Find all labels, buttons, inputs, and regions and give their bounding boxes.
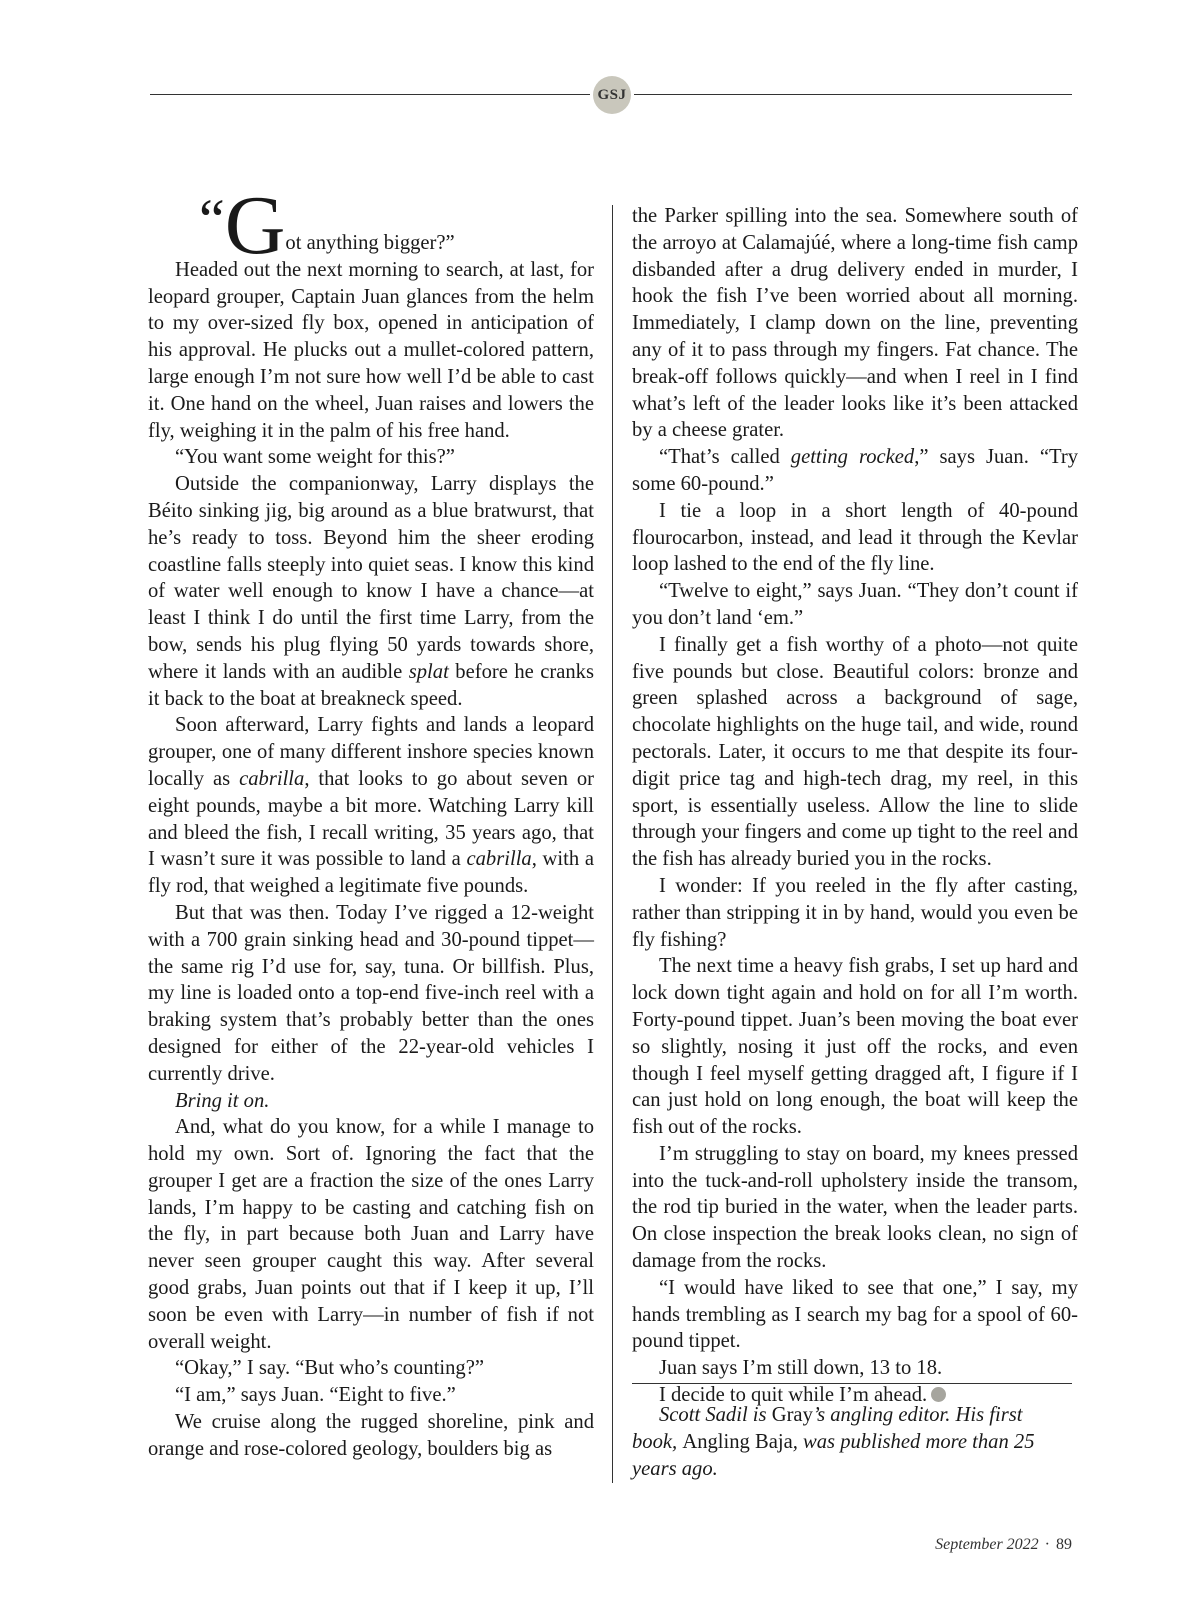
italic-word: splat [408,660,449,683]
paragraph: Headed out the next morning to search, at last, for leopard grouper, Captain Juan glances from the helm to my over-sized fly box, opened in anticipation of his approval. He plucks out a mullet-colored pattern, large enough I’m not sure how well I’d be able to cast it. One hand on the wheel, Juan raises and lowers the fly, weighing it in the palm of his free hand. [148,258,594,442]
header-rule-left [150,94,590,95]
bio-rule [632,1383,1072,1384]
paragraph: “Okay,” I say. “But who’s counting?” [175,1357,485,1380]
italic-phrase: getting rocked [790,446,915,469]
paragraph: “I would have liked to see that one,” I say, my hands trembling as I search my bag for a spool of 60-pound tippet. [632,1276,1078,1353]
header-badge [593,76,631,114]
paragraph: And, what do you know, for a while I manage to hold my own. Sort of. Ignoring the fact that the grouper I get are a fraction the size of the ones Larry lands, I’m happy to be casting and catching fish on the fly, in part because both Juan and Larry have never seen grouper caught this way. After several good grabs, Juan points out that if I keep it up, I’ll soon be even with Larry—in number of fish if not overall weight. [148,1116,594,1353]
paragraph: I’m struggling to stay on board, my knees pressed into the tuck-and-roll upholstery inside the transom, the rod tip buried in the water, when the leader parts. On close inspection the break looks clean, no sign of damage from the rocks. [632,1142,1078,1273]
page-number: 89 [1056,1536,1072,1553]
magazine-name: Gray [771,1404,813,1426]
opening-paragraph [148,179,594,272]
book-title: Angling Baja [682,1430,793,1453]
dropcap-letter: G [224,179,286,272]
header-rule-right [634,94,1072,95]
issue-date: September 2022 [935,1536,1039,1553]
paragraph: “You want some weight for this?” [175,446,455,469]
paragraph: “I am,” says Juan. “Eight to five.” [175,1384,456,1407]
article-column-left [148,179,594,1463]
bio-text: Scott Sadil is Gray’s angling editor. His first book, Angling Baja, was published more than 25 years ago. [632,1404,1035,1480]
header-badge-text: GSJ [597,86,627,103]
paragraph: I tie a loop in a short length of 40-pound flourocarbon, instead, and lead it through the Kevlar loop lashed to the end of the fly line. [632,499,1078,576]
opening-quote-mark: “ [199,187,225,252]
paragraph: Outside the companionway, Larry displays the Béito sinking jig, big around as a blue bratwurst, that he’s ready to toss. Beyond him the sheer eroding coastline falls steeply into quiet seas. I know this kind of water well enough to know I have a chance—at least I think I do until the first time Larry, from the bow, sends his plug flying 50 yards towards shore, where it lands with an audible splat before he cranks it back to the boat at breakneck speed. [148,473,594,710]
paragraph: The next time a heavy fish grabs, I set up hard and lock down tight again and hold on for all I’m worth. Forty-pound tippet. Juan’s been moving the boat ever so slightly, nosing it just off the rocks, and even though I feel myself getting dragged aft, I figure if I can just hold on long enough, the boat will keep the fish out of the rocks. [632,955,1078,1139]
paragraph: Soon afterward, Larry fights and lands a leopard grouper, one of many different inshore species known locally as cabrilla, that looks to go about seven or eight pounds, maybe a bit more. Watching Larry kill and bleed the fish, I recall writing, 35 years ago, that I wasn’t sure it was possible to land a cabrilla, with a fly rod, that weighed a legitimate five pounds. [148,714,594,898]
italic-word: cabrilla [466,848,532,871]
author-bio [632,1402,1072,1482]
footer-separator: · [1044,1536,1050,1553]
paragraph: Bring it on. [175,1089,270,1112]
column-divider [612,205,613,1483]
paragraph: We cruise along the rugged shoreline, pink and orange and rose-colored geology, boulders big as [148,1411,594,1460]
paragraph: I decide to quit while I’m ahead. [632,1382,1078,1409]
italic-word: cabrilla [239,767,305,790]
paragraph: Juan says I’m still down, 13 to 18. [659,1357,943,1380]
page-footer [935,1536,1072,1554]
opening-text: ot anything bigger?” [285,232,455,254]
paragraph: But that was then. Today I’ve rigged a 12-weight with a 700 grain sinking head and 30-pound tippet—the same rig I’d use for, say, tuna. Or billfish. Plus, my line is loaded onto a top-end five-inch reel with a braking system that’s probably better than the ones designed for either of the 22-year-old vehicles I currently drive. [148,901,594,1085]
article-column-right [632,203,1078,1409]
paragraph: I finally get a fish worthy of a photo—not quite five pounds but close. Beautiful colors: bronze and green splashed across a background of sage, chocolate highlights on the huge tail, and wide, round pectorals. Later, it occurs to me that despite its four-digit price tag and high-tech drag, my reel, in this sport, is essentially useless. Allow the line to slide through your fingers and come up tight to the reel and the fish has already buried you in the rocks. [632,633,1078,871]
paragraph: “Twelve to eight,” says Juan. “They don’t count if you don’t land ‘em.” [632,580,1078,629]
paragraph: the Parker spilling into the sea. Somewhere south of the arroyo at Calamajúé, where a long-time fish camp disbanded after a drug delivery ended in murder, I hook the fish I’ve been worried about all morning. Immediately, I clamp down on the line, preventing any of it to pass through my fingers. Fat chance. The break-off follows quickly—and when I reel in I find what’s left of the leader looks like it’s been attacked by a cheese grater. [632,205,1078,442]
end-mark-icon [931,1387,946,1402]
paragraph: “That’s called getting rocked,” says Juan. “Try some 60-pound.” [632,446,1078,495]
paragraph: I wonder: If you reeled in the fly after casting, rather than stripping it in by hand, would you even be fly fishing? [632,874,1078,951]
